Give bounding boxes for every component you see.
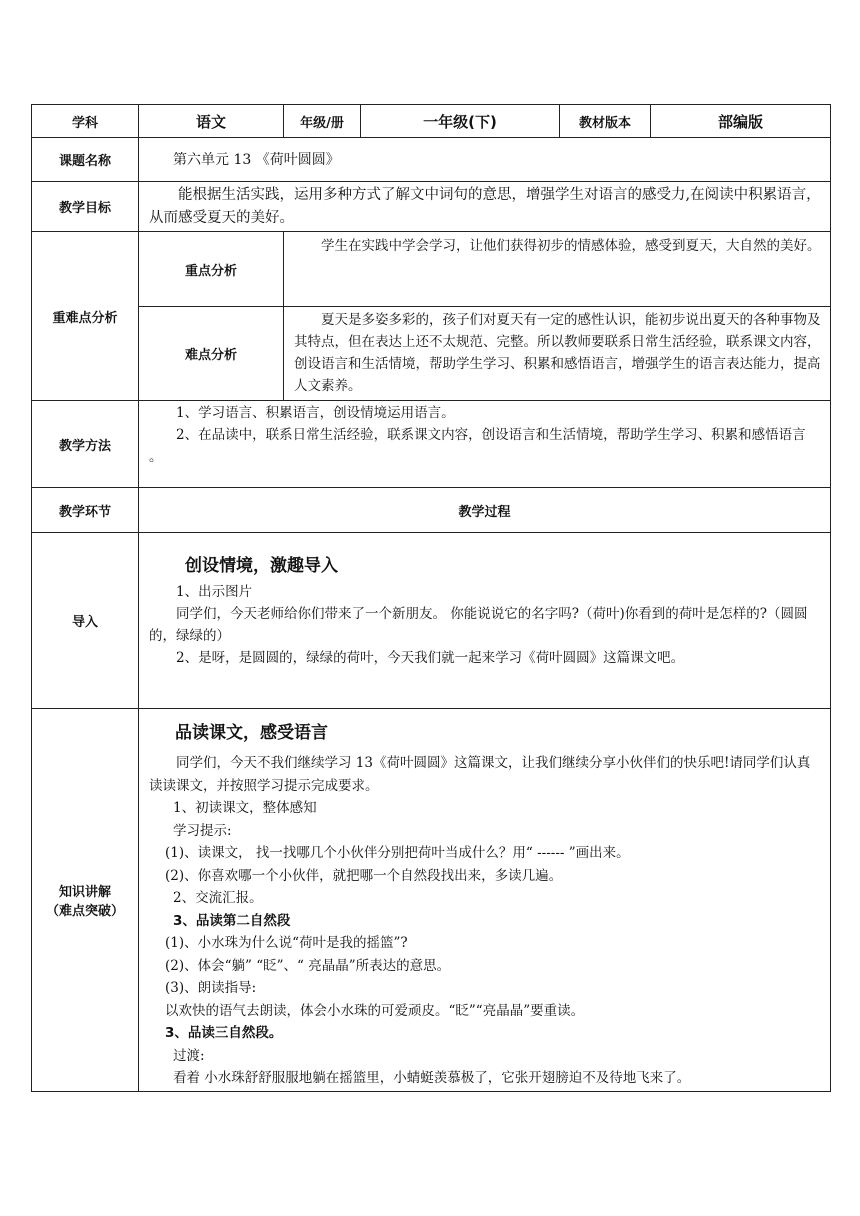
knowledge-line-3: (1)、读课文， 找一找哪几个小伙伴分别把荷叶当成什么？用“ ------ ”画出来。: [165, 845, 630, 861]
method-row: [32, 401, 831, 488]
intro-row: [32, 533, 831, 709]
grade-value: 一年级(下): [361, 105, 560, 138]
lesson-row: [32, 138, 831, 182]
edition-value: 部编版: [651, 105, 831, 138]
knowledge-line-4: (2)、你喜欢哪一个小伙伴，就把哪一个自然段找出来，多读几遍。: [165, 867, 563, 884]
knowledge-line-12: 过渡:: [173, 1047, 205, 1064]
process-stage-label: 教学环节: [32, 488, 139, 533]
process-header-row: [32, 488, 831, 533]
objective-row: [32, 182, 831, 232]
intro-line-3: 2、是呀，是圆圆的，绿绿的荷叶，今天我们就一起来学习《荷叶圆圆》这篇课文吧。: [176, 650, 685, 666]
knowledge-line-8: (2)、体会“躺” “眨”、“ 亮晶晶”所表达的意思。: [165, 957, 451, 974]
knowledge-row: [32, 709, 831, 1092]
knowledge-line-13: 看着 小水珠舒舒服服地躺在摇篮里，小蜻蜓羡慕极了，它张开翅膀迫不及待地飞来了。: [173, 1070, 691, 1086]
lesson-plan-table: [31, 104, 831, 1092]
knowledge-heading: 品读课文，感受语言: [175, 723, 328, 743]
process-label: 教学过程: [139, 488, 831, 533]
knowledge-label-1: 知识讲解: [58, 885, 111, 900]
intro-heading: 创设情境，激趣导入: [185, 556, 338, 576]
method-line-2: 2、在品读中，联系日常生活经验，联系课文内容，创设语言和生活情境，帮助学生学习、积累和感悟语言 。: [149, 427, 806, 465]
difficulty-row: [32, 307, 831, 401]
knowledge-line-5: 2、交流汇报。: [173, 890, 263, 906]
knowledge-line-7: (1)、小水珠为什么说“荷叶是我的摇篮”?: [165, 935, 408, 951]
knowledge-line-9: (3)、朗读指导:: [165, 980, 257, 996]
objective-text: 能根据生活实践，运用多种方式了解文中词句的意思，增强学生对语言的感受力,在阅读中积累语言，从而感受夏天的美好。: [149, 186, 821, 226]
method-label: 教学方法: [32, 401, 139, 488]
subject-label: 学科: [32, 105, 139, 138]
intro-line-2: 同学们，今天老师给你们带来了一个新朋友。 你能说说它的名字吗?（荷叶)你看到的荷叶是怎样的?（圆圆的，绿绿的）: [149, 606, 808, 644]
knowledge-line-11: 3、品读三自然段。: [165, 1025, 283, 1041]
subject-value: 语文: [139, 105, 284, 138]
focus-text: 学生在实践中学会学习，让他们获得初步的情感体验，感受到夏天，大自然的美好。: [321, 238, 821, 254]
intro-line-1: 1、出示图片: [176, 584, 253, 600]
key-points-label: 重难点分析: [32, 232, 139, 401]
intro-label: 导入: [32, 533, 139, 709]
method-line-1: 1、学习语言、积累语言，创设情境运用语言。: [176, 405, 455, 421]
focus-label: 重点分析: [139, 232, 284, 307]
grade-label: 年级/册: [284, 105, 361, 138]
difficulty-label: 难点分析: [139, 307, 284, 401]
knowledge-intro: 同学们，今天不我们继续学习 13《荷叶圆圆》这篇课文，让我们继续分享小伙伴们的快乐吧!请同学们认真读读课文，并按照学习提示完成要求。: [149, 755, 811, 794]
objective-label: 教学目标: [32, 182, 139, 232]
lesson-label: 课题名称: [32, 138, 139, 182]
knowledge-line-10: 以欢快的语气去朗读，体会小水珠的可爱顽皮。“眨”“亮晶晶”要重读。: [165, 1002, 585, 1019]
knowledge-line-2: 学习提示:: [173, 822, 232, 839]
difficulty-text: 夏天是多姿多彩的，孩子们对夏天有一定的感性认识，能初步说出夏天的各种事物及其特点，但在表达上还不太规范、完整。所以教师要联系日常生活经验，联系课文内容，创设语言和生活情境，帮助学生学习、积累和感悟语言，增强学生的语言表达能力，提高人文素养。: [294, 312, 821, 394]
focus-row: [32, 232, 831, 307]
lesson-plan-document: [31, 104, 831, 1092]
header-row: [32, 105, 831, 138]
knowledge-line-1: 1、初读课文，整体感知: [173, 800, 317, 816]
knowledge-line-6: 3、品读第二自然段: [173, 912, 291, 929]
edition-label: 教材版本: [560, 105, 651, 138]
lesson-value: 第六单元 13 《荷叶圆圆》: [139, 138, 831, 182]
knowledge-label-2: （难点突破）: [45, 904, 124, 919]
